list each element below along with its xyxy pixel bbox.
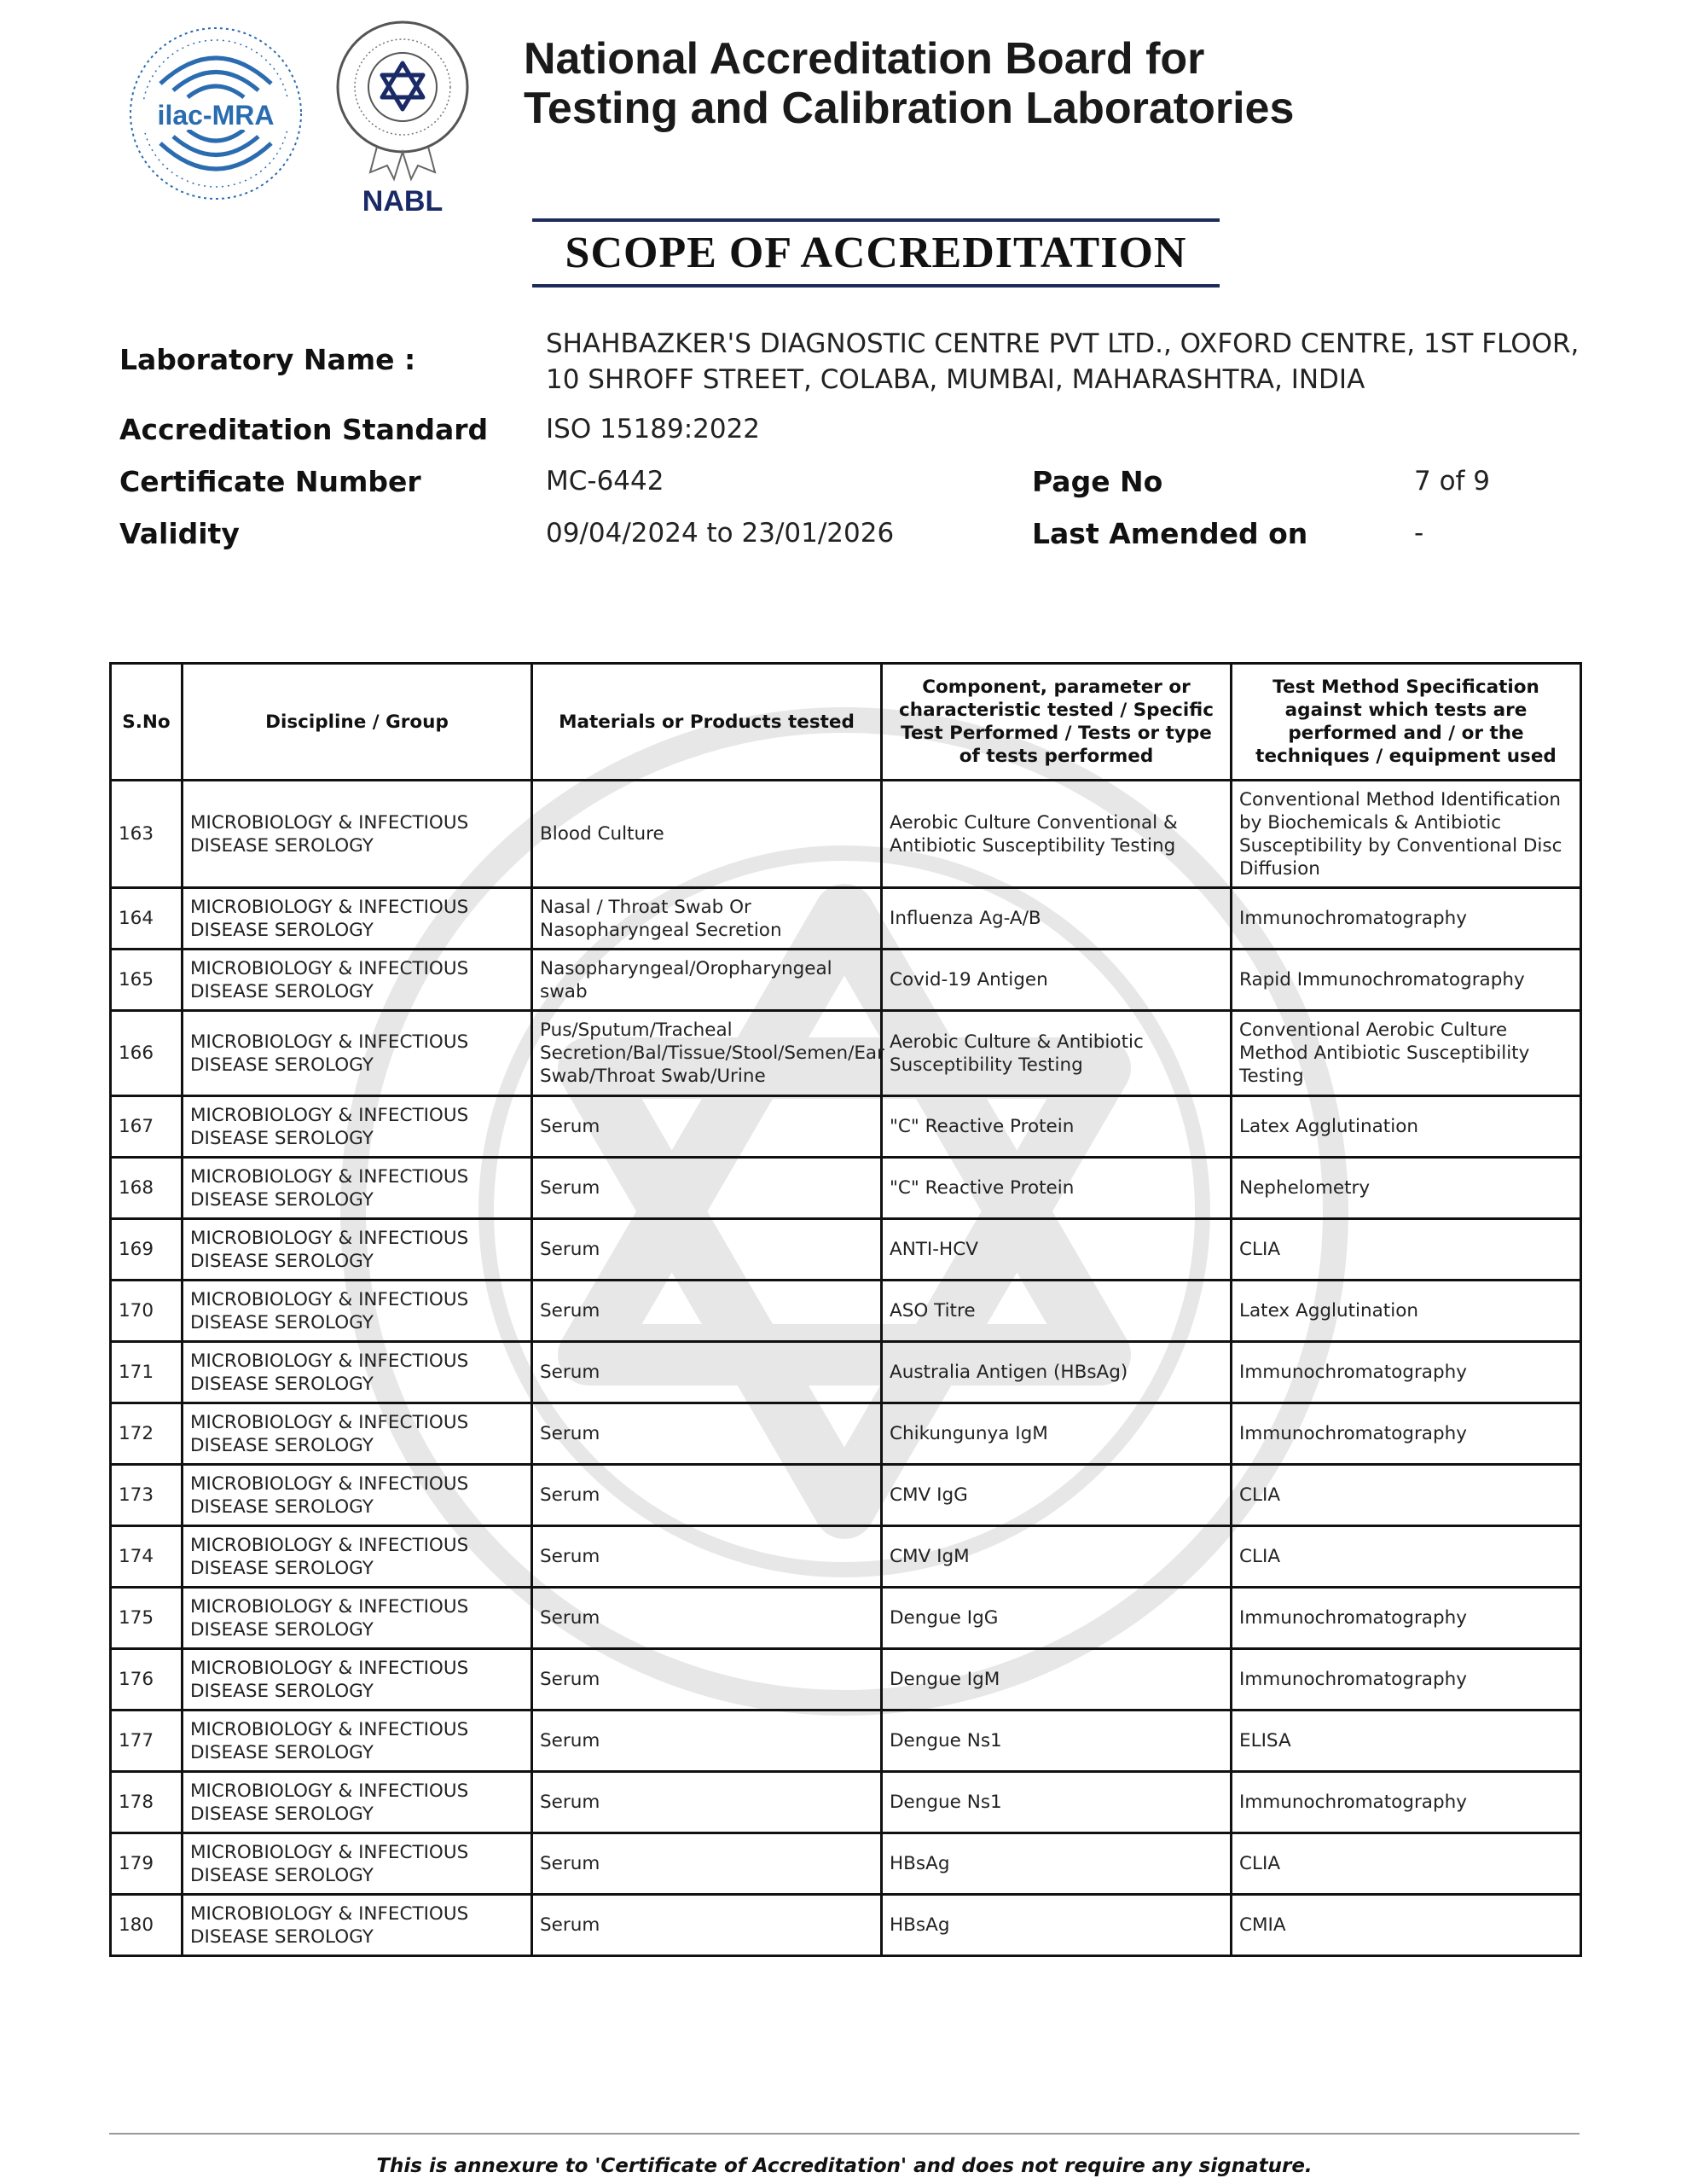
cell-group: MICROBIOLOGY & INFECTIOUS DISEASE SEROLOGY: [183, 1649, 532, 1711]
lab-name-label: Laboratory Name :: [119, 343, 416, 376]
organization-title: [524, 34, 1294, 133]
lab-name-line-2: 10 SHROFF STREET, COLABA, MUMBAI, MAHARASHTRA, INDIA: [546, 364, 1365, 395]
cell-method: Latex Agglutination: [1232, 1281, 1581, 1342]
cell-group: MICROBIOLOGY & INFECTIOUS DISEASE SEROLOGY: [183, 1011, 532, 1096]
cell-component: Australia Antigen (HBsAg): [882, 1342, 1232, 1403]
cell-material: Serum: [532, 1281, 882, 1342]
cell-material: Serum: [532, 1895, 882, 1956]
cell-sno: 168: [111, 1158, 183, 1219]
cell-material: Serum: [532, 1096, 882, 1158]
cell-material: Serum: [532, 1465, 882, 1526]
table-row: [111, 950, 1581, 1011]
cell-method: Immunochromatography: [1232, 1649, 1581, 1711]
cell-group: MICROBIOLOGY & INFECTIOUS DISEASE SEROLOGY: [183, 1158, 532, 1219]
cell-method: CMIA: [1232, 1895, 1581, 1956]
table-row: [111, 1772, 1581, 1833]
table-row: [111, 1465, 1581, 1526]
cell-component: CMV IgG: [882, 1465, 1232, 1526]
cell-method: CLIA: [1232, 1833, 1581, 1895]
cell-component: CMV IgM: [882, 1526, 1232, 1588]
cell-group: MICROBIOLOGY & INFECTIOUS DISEASE SEROLOGY: [183, 1281, 532, 1342]
table-row: [111, 1342, 1581, 1403]
cell-method: Conventional Aerobic Culture Method Antibiotic Susceptibility Testing: [1232, 1011, 1581, 1096]
cell-method: Immunochromatography: [1232, 1772, 1581, 1833]
cell-material: Nasopharyngeal/Oropharyngeal swab: [532, 950, 882, 1011]
lab-name-line-1: SHAHBAZKER'S DIAGNOSTIC CENTRE PVT LTD., OXFORD CENTRE, 1ST FLOOR,: [546, 328, 1580, 359]
page-number-label: Page No: [1032, 465, 1163, 498]
cell-group: MICROBIOLOGY & INFECTIOUS DISEASE SEROLOGY: [183, 1096, 532, 1158]
cell-component: Chikungunya IgM: [882, 1403, 1232, 1465]
scope-table: [109, 662, 1582, 1957]
last-amended-label: Last Amended on: [1032, 517, 1308, 550]
table-row: [111, 1281, 1581, 1342]
cell-material: Serum: [532, 1219, 882, 1281]
table-row: [111, 1649, 1581, 1711]
cell-component: Dengue IgM: [882, 1649, 1232, 1711]
table-row: [111, 1403, 1581, 1465]
cell-material: Serum: [532, 1772, 882, 1833]
cell-component: Aerobic Culture Conventional & Antibiotic Susceptibility Testing: [882, 781, 1232, 888]
table-row: [111, 1158, 1581, 1219]
scope-title-rule-bottom: [532, 284, 1220, 288]
table-row: [111, 1711, 1581, 1772]
cell-material: Serum: [532, 1403, 882, 1465]
table-row: [111, 1011, 1581, 1096]
cell-material: Serum: [532, 1711, 882, 1772]
cell-sno: 180: [111, 1895, 183, 1956]
cell-component: Aerobic Culture & Antibiotic Susceptibility Testing: [882, 1011, 1232, 1096]
cell-group: MICROBIOLOGY & INFECTIOUS DISEASE SEROLOGY: [183, 1342, 532, 1403]
cell-material: Serum: [532, 1833, 882, 1895]
cell-sno: 170: [111, 1281, 183, 1342]
header-sno: S.No: [111, 664, 183, 781]
cell-sno: 172: [111, 1403, 183, 1465]
cell-sno: 169: [111, 1219, 183, 1281]
cell-sno: 163: [111, 781, 183, 888]
cell-material: Serum: [532, 1342, 882, 1403]
cell-material: Serum: [532, 1588, 882, 1649]
ilac-mra-logo-icon: [126, 24, 305, 203]
cell-method: Immunochromatography: [1232, 1588, 1581, 1649]
cell-group: MICROBIOLOGY & INFECTIOUS DISEASE SEROLOGY: [183, 781, 532, 888]
cell-sno: 173: [111, 1465, 183, 1526]
table-row: [111, 1526, 1581, 1588]
org-title-line-2: Testing and Calibration Laboratories: [524, 84, 1295, 133]
cell-component: HBsAg: [882, 1895, 1232, 1956]
cell-sno: 174: [111, 1526, 183, 1588]
cell-group: MICROBIOLOGY & INFECTIOUS DISEASE SEROLOGY: [183, 1526, 532, 1588]
cell-component: ASO Titre: [882, 1281, 1232, 1342]
page-number-value: 7 of 9: [1414, 466, 1491, 497]
accreditation-standard-value: ISO 15189:2022: [546, 414, 761, 444]
cell-component: Influenza Ag-A/B: [882, 888, 1232, 950]
table-row: [111, 1833, 1581, 1895]
cell-sno: 165: [111, 950, 183, 1011]
validity-value: 09/04/2024 to 23/01/2026: [546, 518, 895, 549]
cell-method: Rapid Immunochromatography: [1232, 950, 1581, 1011]
table-row: [111, 1219, 1581, 1281]
cell-sno: 177: [111, 1711, 183, 1772]
cell-sno: 179: [111, 1833, 183, 1895]
nabl-seal-logo-icon: [326, 19, 479, 224]
cell-method: CLIA: [1232, 1219, 1581, 1281]
cell-group: MICROBIOLOGY & INFECTIOUS DISEASE SEROLOGY: [183, 950, 532, 1011]
cell-material: Nasal / Throat Swab Or Nasopharyngeal Secretion: [532, 888, 882, 950]
cell-component: ANTI-HCV: [882, 1219, 1232, 1281]
last-amended-value: -: [1414, 518, 1424, 549]
footer-note: This is annexure to 'Certificate of Accreditation' and does not require any signature.: [376, 2155, 1313, 2177]
cell-group: MICROBIOLOGY & INFECTIOUS DISEASE SEROLOGY: [183, 1895, 532, 1956]
header-method: Test Method Specification against which tests are performed and / or the techniques / equipment used: [1232, 664, 1581, 781]
header-materials: Materials or Products tested: [532, 664, 882, 781]
table-header-row: [111, 664, 1581, 781]
cell-component: Dengue Ns1: [882, 1772, 1232, 1833]
cell-sno: 166: [111, 1011, 183, 1096]
cell-group: MICROBIOLOGY & INFECTIOUS DISEASE SEROLOGY: [183, 1219, 532, 1281]
scope-title: SCOPE OF ACCREDITATION: [565, 229, 1187, 277]
cell-method: Latex Agglutination: [1232, 1096, 1581, 1158]
cell-method: Immunochromatography: [1232, 888, 1581, 950]
certificate-number-value: MC-6442: [546, 466, 664, 497]
table-row: [111, 1895, 1581, 1956]
header-component: Component, parameter or characteristic tested / Specific Test Performed / Tests or type of tests performed: [882, 664, 1232, 781]
cell-sno: 175: [111, 1588, 183, 1649]
cell-sno: 178: [111, 1772, 183, 1833]
cell-component: "C" Reactive Protein: [882, 1096, 1232, 1158]
cell-sno: 176: [111, 1649, 183, 1711]
cell-group: MICROBIOLOGY & INFECTIOUS DISEASE SEROLOGY: [183, 1711, 532, 1772]
header-discipline: Discipline / Group: [183, 664, 532, 781]
cell-sno: 167: [111, 1096, 183, 1158]
cell-component: Dengue IgG: [882, 1588, 1232, 1649]
cell-group: MICROBIOLOGY & INFECTIOUS DISEASE SEROLOGY: [183, 1588, 532, 1649]
cell-method: ELISA: [1232, 1711, 1581, 1772]
table-row: [111, 781, 1581, 888]
cell-material: Serum: [532, 1158, 882, 1219]
cell-sno: 164: [111, 888, 183, 950]
cell-component: HBsAg: [882, 1833, 1232, 1895]
cell-group: MICROBIOLOGY & INFECTIOUS DISEASE SEROLOGY: [183, 1403, 532, 1465]
table-row: [111, 1096, 1581, 1158]
ilac-logo-text: ilac-MRA: [157, 100, 275, 131]
cell-method: Immunochromatography: [1232, 1403, 1581, 1465]
certificate-number-label: Certificate Number: [119, 465, 421, 498]
cell-component: "C" Reactive Protein: [882, 1158, 1232, 1219]
nabl-logo-text: NABL: [362, 185, 443, 218]
cell-sno: 171: [111, 1342, 183, 1403]
cell-material: Serum: [532, 1649, 882, 1711]
cell-group: MICROBIOLOGY & INFECTIOUS DISEASE SEROLOGY: [183, 888, 532, 950]
cell-group: MICROBIOLOGY & INFECTIOUS DISEASE SEROLOGY: [183, 1833, 532, 1895]
cell-method: CLIA: [1232, 1526, 1581, 1588]
cell-group: MICROBIOLOGY & INFECTIOUS DISEASE SEROLOGY: [183, 1772, 532, 1833]
footer-divider: [109, 2133, 1580, 2135]
cell-method: CLIA: [1232, 1465, 1581, 1526]
validity-label: Validity: [119, 517, 240, 550]
cell-material: Pus/Sputum/Tracheal Secretion/Bal/Tissue/Stool/Semen/Ear Swab/Throat Swab/Urine: [532, 1011, 882, 1096]
accreditation-standard-label: Accreditation Standard: [119, 413, 489, 446]
cell-component: Covid-19 Antigen: [882, 950, 1232, 1011]
cell-group: MICROBIOLOGY & INFECTIOUS DISEASE SEROLOGY: [183, 1465, 532, 1526]
cell-component: Dengue Ns1: [882, 1711, 1232, 1772]
table-row: [111, 1588, 1581, 1649]
cell-method: Nephelometry: [1232, 1158, 1581, 1219]
cell-method: Immunochromatography: [1232, 1342, 1581, 1403]
scope-title-rule-top: [532, 218, 1220, 222]
cell-method: Conventional Method Identification by Biochemicals & Antibiotic Susceptibility by Conventional Disc Diffusion: [1232, 781, 1581, 888]
cell-material: Blood Culture: [532, 781, 882, 888]
org-title-line-1: National Accreditation Board for: [524, 34, 1205, 84]
cell-material: Serum: [532, 1526, 882, 1588]
table-row: [111, 888, 1581, 950]
